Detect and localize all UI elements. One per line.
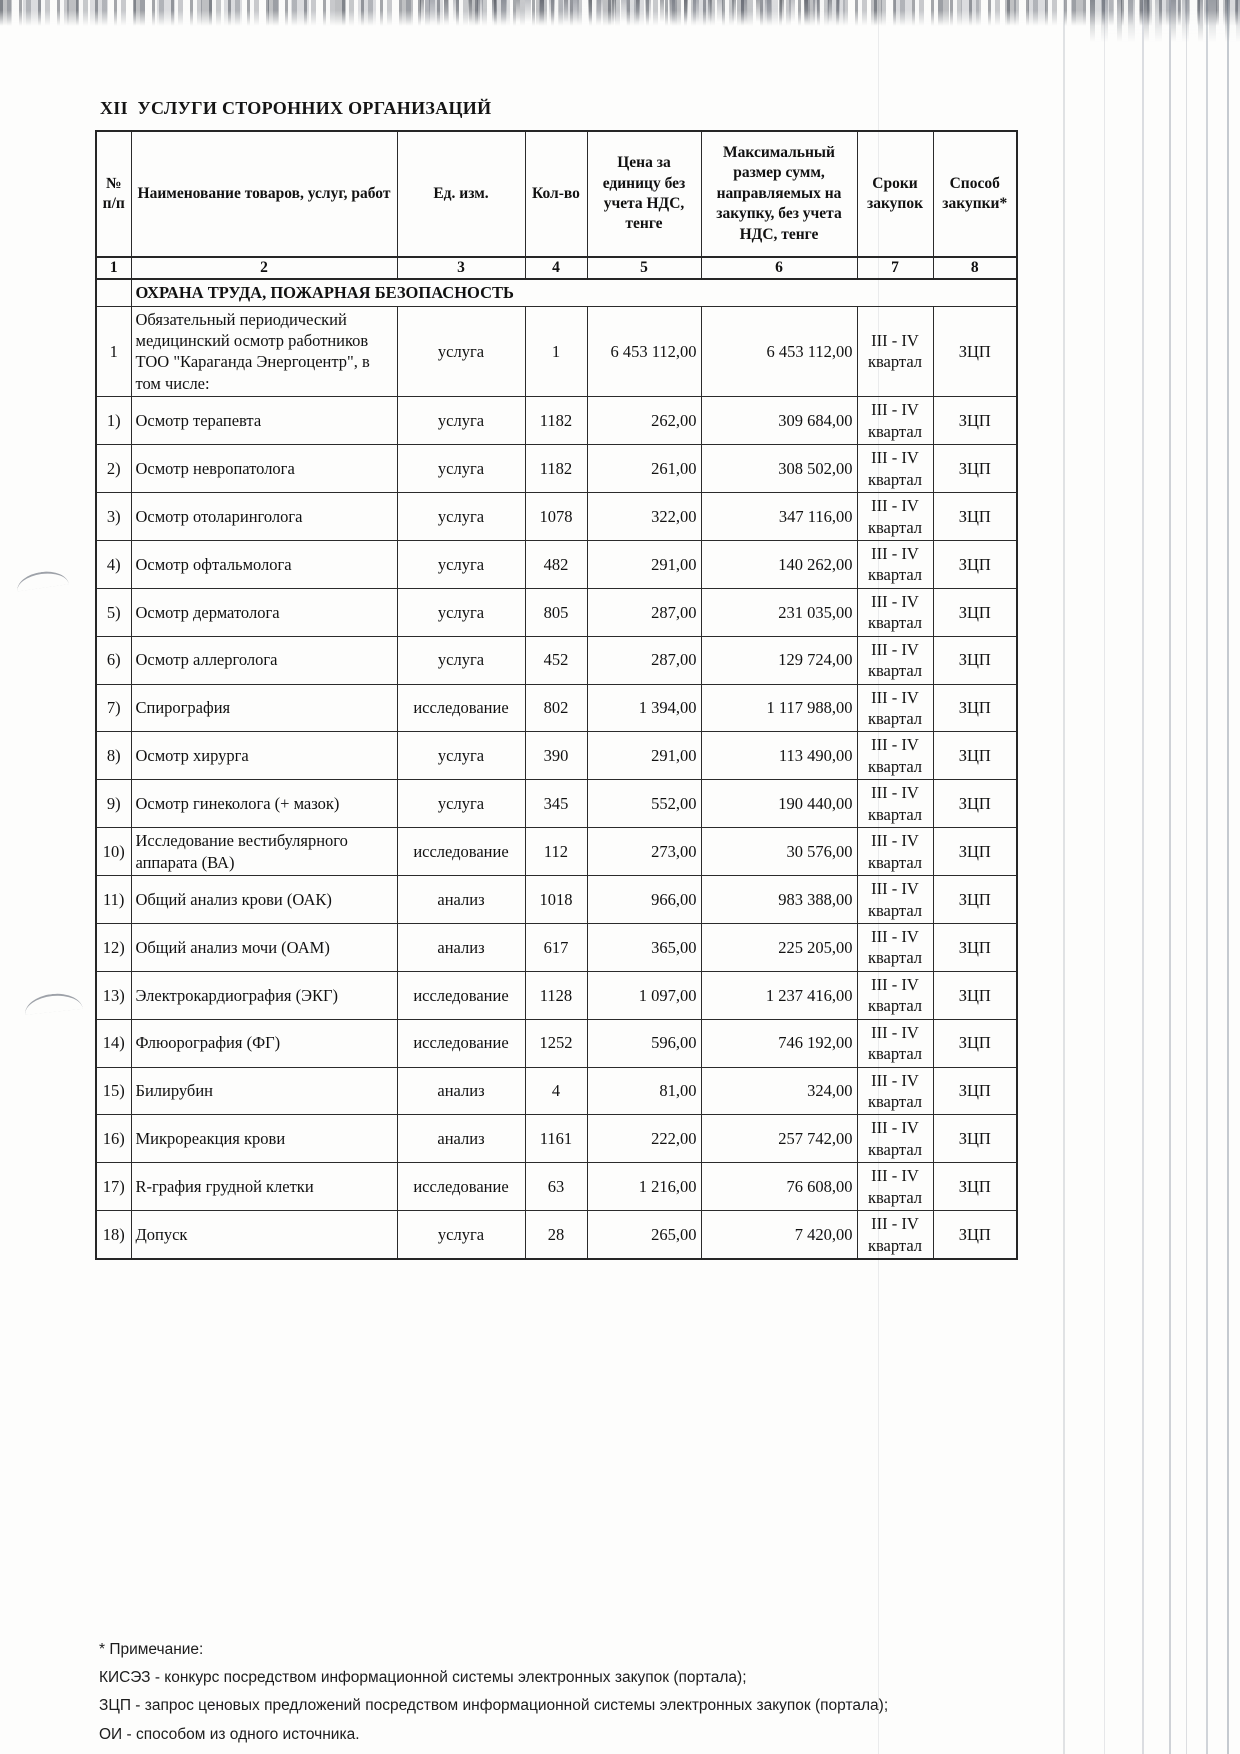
item-name: Осмотр хирурга <box>131 732 397 780</box>
scan-streak <box>1186 0 1187 1754</box>
scan-streak <box>1206 0 1208 1754</box>
table-row <box>96 780 1017 828</box>
unit: услуга <box>397 540 525 588</box>
col-header: № п/п <box>96 131 131 257</box>
footnote-line: ЗЦП - запрос ценовых предложений посредством информационной системы электронных закупок (портала); <box>99 1697 889 1715</box>
quantity: 112 <box>525 828 587 876</box>
item-name: R-графия грудной клетки <box>131 1163 397 1211</box>
unit: анализ <box>397 923 525 971</box>
purchase-method: ЗЦП <box>933 445 1017 493</box>
unit-price: 322,00 <box>587 493 701 541</box>
unit: исследование <box>397 971 525 1019</box>
scan-streak <box>1104 0 1105 1754</box>
footnote-line: ОИ - способом из одного источника. <box>99 1725 360 1743</box>
table-row <box>96 828 1017 876</box>
max-sum: 231 035,00 <box>701 588 857 636</box>
table-row <box>96 397 1017 445</box>
unit: услуга <box>397 588 525 636</box>
purchase-period: III - IV квартал <box>857 876 933 924</box>
item-name: Общий анализ крови (ОАК) <box>131 876 397 924</box>
col-number: 8 <box>933 257 1017 279</box>
unit: услуга <box>397 636 525 684</box>
col-header: Наименование товаров, услуг, работ <box>131 131 397 257</box>
section-label: ОХРАНА ТРУДА, ПОЖАРНАЯ БЕЗОПАСНОСТЬ <box>131 279 1017 306</box>
unit-price: 262,00 <box>587 397 701 445</box>
scan-streak <box>1142 0 1144 1754</box>
purchase-period: III - IV квартал <box>857 828 933 876</box>
unit: услуга <box>397 493 525 541</box>
unit-price: 1 394,00 <box>587 684 701 732</box>
purchase-method: ЗЦП <box>933 1115 1017 1163</box>
quantity: 617 <box>525 923 587 971</box>
col-number: 3 <box>397 257 525 279</box>
max-sum: 7 420,00 <box>701 1211 857 1259</box>
purchase-method: ЗЦП <box>933 397 1017 445</box>
scan-mark-left-upper <box>15 568 69 591</box>
row-number: 18) <box>96 1211 131 1259</box>
purchase-period: III - IV квартал <box>857 540 933 588</box>
unit-price: 596,00 <box>587 1019 701 1067</box>
table-row <box>96 923 1017 971</box>
unit-price: 291,00 <box>587 732 701 780</box>
table-row <box>96 588 1017 636</box>
col-number: 6 <box>701 257 857 279</box>
row-number: 11) <box>96 876 131 924</box>
purchase-period: III - IV квартал <box>857 445 933 493</box>
purchase-period: III - IV квартал <box>857 732 933 780</box>
item-name: Осмотр гинеколога (+ мазок) <box>131 780 397 828</box>
unit-price: 291,00 <box>587 540 701 588</box>
unit: анализ <box>397 1067 525 1115</box>
scan-noise-band <box>0 0 1240 26</box>
item-name: Микрореакция крови <box>131 1115 397 1163</box>
row-number: 1 <box>96 306 131 397</box>
item-name: Осмотр аллерголога <box>131 636 397 684</box>
col-number: 2 <box>131 257 397 279</box>
max-sum: 309 684,00 <box>701 397 857 445</box>
purchase-period: III - IV квартал <box>857 1067 933 1115</box>
col-header: Ед. изм. <box>397 131 525 257</box>
item-name: Осмотр терапевта <box>131 397 397 445</box>
scan-mark-left-lower <box>23 991 83 1015</box>
quantity: 1182 <box>525 397 587 445</box>
purchase-method: ЗЦП <box>933 780 1017 828</box>
max-sum: 308 502,00 <box>701 445 857 493</box>
table-row <box>96 1067 1017 1115</box>
row-number: 16) <box>96 1115 131 1163</box>
item-name: Осмотр отоларинголога <box>131 493 397 541</box>
column-number-row <box>96 257 1017 279</box>
row-number: 14) <box>96 1019 131 1067</box>
procurement-table <box>95 130 1018 1260</box>
unit: услуга <box>397 397 525 445</box>
quantity: 802 <box>525 684 587 732</box>
header-row <box>96 131 1017 257</box>
purchase-method: ЗЦП <box>933 732 1017 780</box>
row-number: 10) <box>96 828 131 876</box>
max-sum: 30 576,00 <box>701 828 857 876</box>
max-sum: 140 262,00 <box>701 540 857 588</box>
purchase-method: ЗЦП <box>933 588 1017 636</box>
max-sum: 1 117 988,00 <box>701 684 857 732</box>
max-sum: 6 453 112,00 <box>701 306 857 397</box>
unit-price: 81,00 <box>587 1067 701 1115</box>
row-number: 8) <box>96 732 131 780</box>
table-row <box>96 684 1017 732</box>
purchase-period: III - IV квартал <box>857 971 933 1019</box>
section-row <box>96 279 1017 306</box>
purchase-period: III - IV квартал <box>857 397 933 445</box>
quantity: 482 <box>525 540 587 588</box>
purchase-period: III - IV квартал <box>857 1019 933 1067</box>
row-number: 12) <box>96 923 131 971</box>
quantity: 345 <box>525 780 587 828</box>
max-sum: 1 237 416,00 <box>701 971 857 1019</box>
purchase-method: ЗЦП <box>933 684 1017 732</box>
table-row <box>96 732 1017 780</box>
table-row <box>96 876 1017 924</box>
scan-streak <box>1063 0 1065 1754</box>
max-sum: 113 490,00 <box>701 732 857 780</box>
table-row <box>96 971 1017 1019</box>
section-empty-cell <box>96 279 131 306</box>
item-name: Общий анализ мочи (ОАМ) <box>131 923 397 971</box>
purchase-method: ЗЦП <box>933 828 1017 876</box>
purchase-period: III - IV квартал <box>857 306 933 397</box>
unit-price: 966,00 <box>587 876 701 924</box>
unit: услуга <box>397 780 525 828</box>
quantity: 4 <box>525 1067 587 1115</box>
table-row <box>96 636 1017 684</box>
footnote-line: КИСЭЗ - конкурс посредством информационной системы электронных закупок (портала); <box>99 1669 747 1687</box>
col-header: Максимальный размер сумм, направляемых на закупку, без учета НДС, тенге <box>701 131 857 257</box>
table-row <box>96 306 1017 397</box>
purchase-method: ЗЦП <box>933 876 1017 924</box>
unit-price: 265,00 <box>587 1211 701 1259</box>
unit-price: 287,00 <box>587 588 701 636</box>
table-row <box>96 1019 1017 1067</box>
row-number: 5) <box>96 588 131 636</box>
purchase-method: ЗЦП <box>933 1163 1017 1211</box>
unit-price: 287,00 <box>587 636 701 684</box>
row-number: 6) <box>96 636 131 684</box>
max-sum: 324,00 <box>701 1067 857 1115</box>
unit-price: 6 453 112,00 <box>587 306 701 397</box>
max-sum: 347 116,00 <box>701 493 857 541</box>
purchase-method: ЗЦП <box>933 971 1017 1019</box>
unit: исследование <box>397 684 525 732</box>
unit-price: 1 216,00 <box>587 1163 701 1211</box>
unit-price: 261,00 <box>587 445 701 493</box>
col-number: 1 <box>96 257 131 279</box>
quantity: 1161 <box>525 1115 587 1163</box>
quantity: 28 <box>525 1211 587 1259</box>
row-number: 9) <box>96 780 131 828</box>
unit: услуга <box>397 445 525 493</box>
purchase-method: ЗЦП <box>933 1211 1017 1259</box>
col-number: 4 <box>525 257 587 279</box>
purchase-period: III - IV квартал <box>857 636 933 684</box>
unit-price: 365,00 <box>587 923 701 971</box>
item-name: Билирубин <box>131 1067 397 1115</box>
quantity: 1078 <box>525 493 587 541</box>
row-number: 3) <box>96 493 131 541</box>
unit: исследование <box>397 828 525 876</box>
unit-price: 273,00 <box>587 828 701 876</box>
row-number: 2) <box>96 445 131 493</box>
max-sum: 257 742,00 <box>701 1115 857 1163</box>
purchase-method: ЗЦП <box>933 923 1017 971</box>
unit: услуга <box>397 732 525 780</box>
item-name: Осмотр дерматолога <box>131 588 397 636</box>
unit-price: 552,00 <box>587 780 701 828</box>
footnotes <box>99 1636 888 1749</box>
purchase-method: ЗЦП <box>933 1019 1017 1067</box>
section-title: XII УСЛУГИ СТОРОННИХ ОРГАНИЗАЦИЙ <box>100 98 492 118</box>
col-header: Кол-во <box>525 131 587 257</box>
table-row <box>96 1163 1017 1211</box>
quantity: 1128 <box>525 971 587 1019</box>
purchase-period: III - IV квартал <box>857 493 933 541</box>
item-name: Электрокардиография (ЭКГ) <box>131 971 397 1019</box>
purchase-period: III - IV квартал <box>857 1115 933 1163</box>
scan-streak <box>1227 0 1229 1754</box>
item-name: Спирография <box>131 684 397 732</box>
col-header: Способ закупки* <box>933 131 1017 257</box>
purchase-method: ЗЦП <box>933 636 1017 684</box>
table-row <box>96 540 1017 588</box>
item-name: Обязательный периодический медицинский осмотр работников ТОО "Караганда Энергоцентр", в том числе: <box>131 306 397 397</box>
row-number: 4) <box>96 540 131 588</box>
unit: услуга <box>397 306 525 397</box>
item-name: Допуск <box>131 1211 397 1259</box>
item-name: Исследование вестибулярного аппарата (ВА) <box>131 828 397 876</box>
unit-price: 1 097,00 <box>587 971 701 1019</box>
purchase-method: ЗЦП <box>933 306 1017 397</box>
purchase-period: III - IV квартал <box>857 684 933 732</box>
col-number: 7 <box>857 257 933 279</box>
item-name: Флюорография (ФГ) <box>131 1019 397 1067</box>
quantity: 1 <box>525 306 587 397</box>
unit: анализ <box>397 876 525 924</box>
quantity: 1252 <box>525 1019 587 1067</box>
row-number: 7) <box>96 684 131 732</box>
max-sum: 746 192,00 <box>701 1019 857 1067</box>
purchase-method: ЗЦП <box>933 493 1017 541</box>
footnote-label: * Примечание: <box>99 1641 204 1658</box>
max-sum: 225 205,00 <box>701 923 857 971</box>
max-sum: 983 388,00 <box>701 876 857 924</box>
scan-streak <box>1169 0 1171 1754</box>
row-number: 17) <box>96 1163 131 1211</box>
table-row <box>96 445 1017 493</box>
unit-price: 222,00 <box>587 1115 701 1163</box>
table-row <box>96 1211 1017 1259</box>
item-name: Осмотр невропатолога <box>131 445 397 493</box>
max-sum: 190 440,00 <box>701 780 857 828</box>
quantity: 452 <box>525 636 587 684</box>
table-head <box>96 131 1017 279</box>
row-number: 1) <box>96 397 131 445</box>
quantity: 63 <box>525 1163 587 1211</box>
quantity: 1182 <box>525 445 587 493</box>
max-sum: 76 608,00 <box>701 1163 857 1211</box>
row-number: 15) <box>96 1067 131 1115</box>
col-number: 5 <box>587 257 701 279</box>
purchase-period: III - IV квартал <box>857 780 933 828</box>
col-header: Цена за единицу без учета НДС, тенге <box>587 131 701 257</box>
purchase-method: ЗЦП <box>933 540 1017 588</box>
unit: услуга <box>397 1211 525 1259</box>
table-body <box>96 279 1017 1259</box>
table-row <box>96 493 1017 541</box>
quantity: 805 <box>525 588 587 636</box>
purchase-period: III - IV квартал <box>857 1211 933 1259</box>
quantity: 390 <box>525 732 587 780</box>
col-header: Сроки закупок <box>857 131 933 257</box>
row-number: 13) <box>96 971 131 1019</box>
unit: анализ <box>397 1115 525 1163</box>
purchase-period: III - IV квартал <box>857 588 933 636</box>
item-name: Осмотр офтальмолога <box>131 540 397 588</box>
purchase-period: III - IV квартал <box>857 1163 933 1211</box>
unit: исследование <box>397 1163 525 1211</box>
quantity: 1018 <box>525 876 587 924</box>
purchase-method: ЗЦП <box>933 1067 1017 1115</box>
table-row <box>96 1115 1017 1163</box>
max-sum: 129 724,00 <box>701 636 857 684</box>
purchase-period: III - IV квартал <box>857 923 933 971</box>
unit: исследование <box>397 1019 525 1067</box>
